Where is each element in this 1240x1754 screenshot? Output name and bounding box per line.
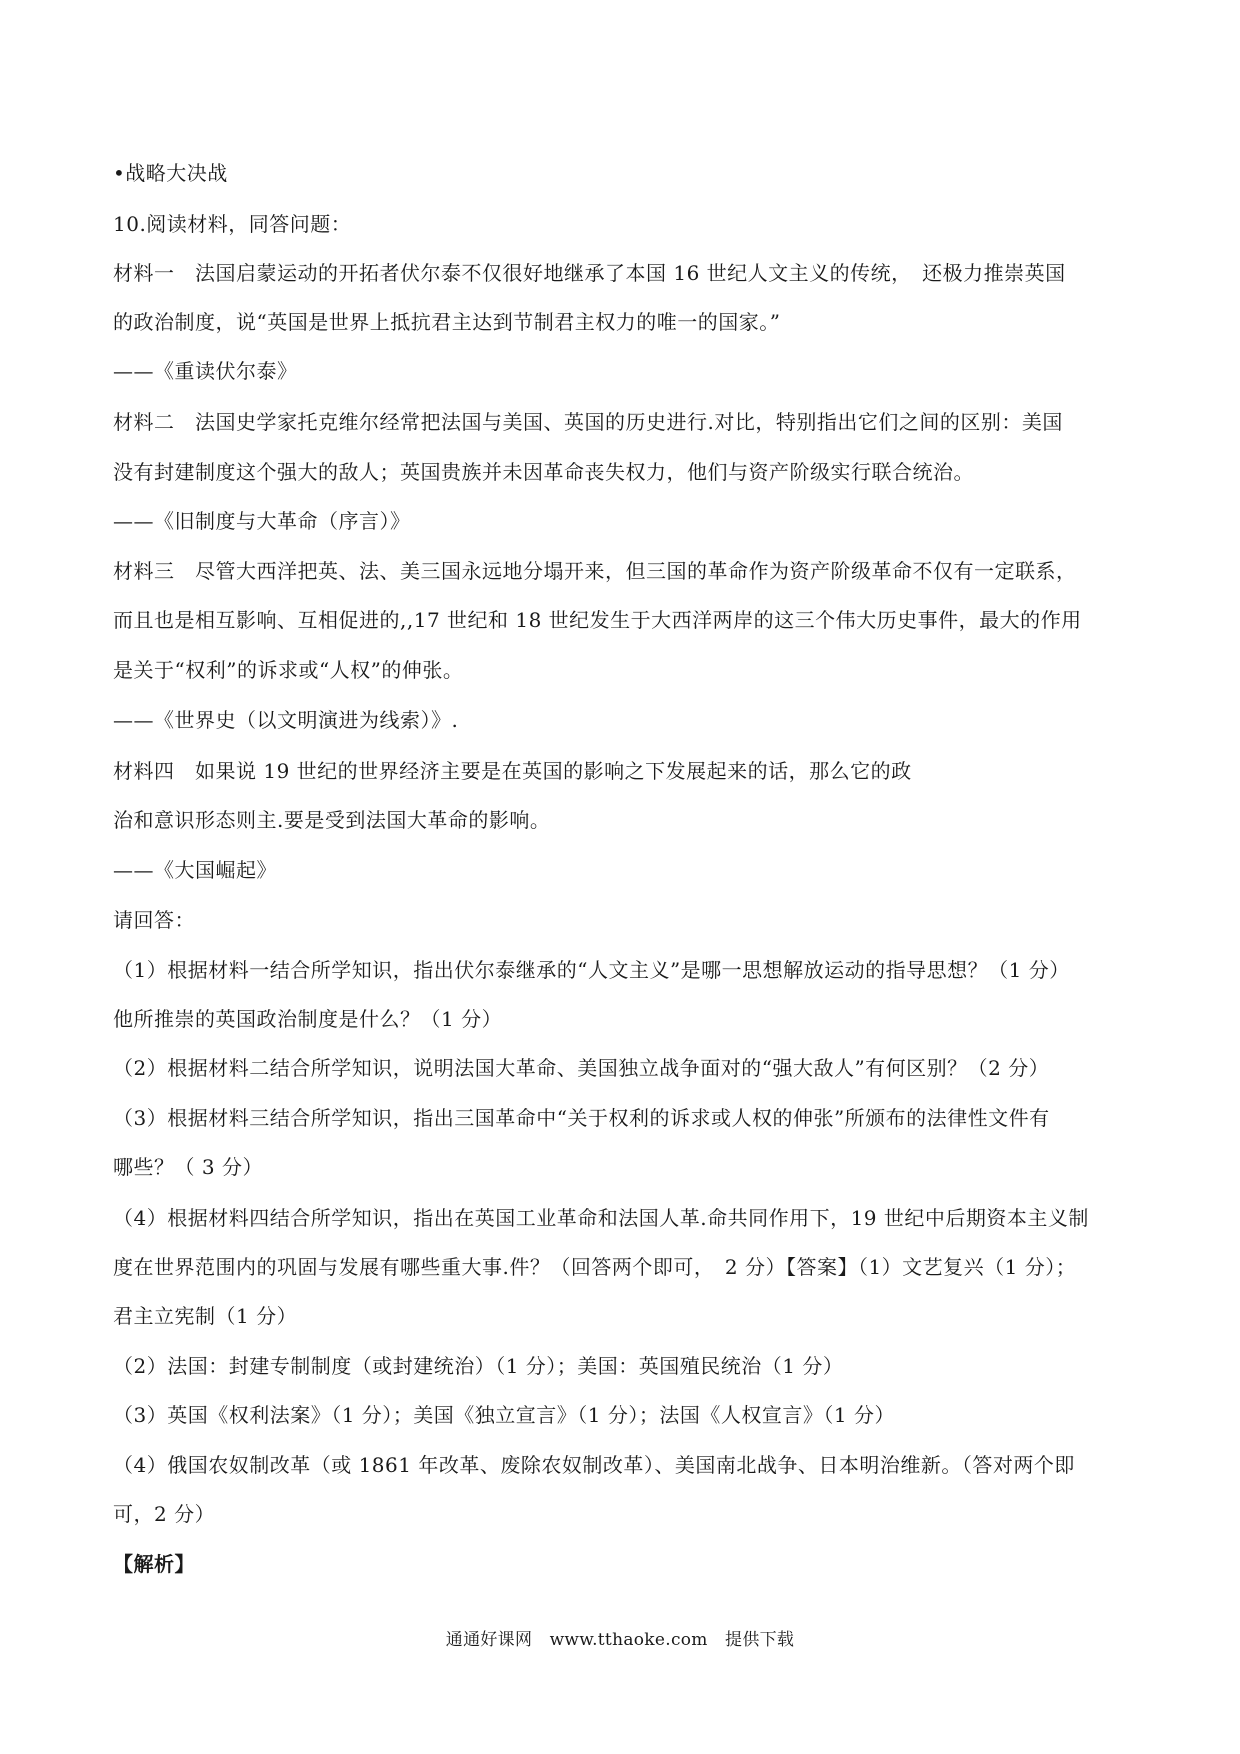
answer-2: （2）法国：封建专制制度（或封建统治）（1 分）；美国：英国殖民统治（1 分） [113, 1354, 844, 1378]
analysis-label: 【解析】 [113, 1552, 195, 1576]
material-1-line-1: 材料一 法国启蒙运动的开拓者伏尔泰不仅很好地继承了本国 16 世纪人文主义的传统， 还极力推崇英国 [113, 261, 1066, 285]
material-2-source: ——《旧制度与大革命（序言）》 [113, 509, 411, 533]
answer-4-line-2: 可，2 分） [113, 1502, 216, 1526]
material-2-line-1: 材料二 法国史学家托克维尔经常把法国与美国、英国的历史进行.对比，特别指出它们之间的区别：美国 [113, 410, 1063, 434]
material-1-source: ——《重读伏尔泰》 [113, 359, 298, 383]
material-2-line-2: 没有封建制度这个强大的敌人；英国贵族并未因革命丧失权力，他们与资产阶级实行联合统治。 [113, 460, 974, 484]
material-3-line-2: 而且也是相互影响、互相促进的,,17 世纪和 18 世纪发生于大西洋两岸的这三个伟大历史事件，最大的作用 [113, 608, 1082, 632]
material-3-source: ——《世界史（以文明演进为线索）》. [113, 708, 459, 732]
material-3-line-3: 是关于“权利”的诉求或“人权”的伸张。 [113, 658, 464, 682]
sub-question-4-line-1: （4）根据材料四结合所学知识，指出在英国工业革命和法国人革.命共同作用下，19 世纪中后期资本主义制 [113, 1206, 1089, 1230]
sub-question-3-line-1: （3）根据材料三结合所学知识，指出三国革命中“关于权利的诉求或人权的伸张”所颁布的法律性文件有 [113, 1106, 1050, 1130]
answer-4-line-1: （4）俄国农奴制改革（或 1861 年改革、废除农奴制改革）、美国南北战争、日本明治维新。（答对两个即 [113, 1453, 1075, 1477]
answer-1-continued: 君主立宪制（1 分） [113, 1304, 298, 1328]
sub-question-3-line-2: 哪些？（ 3 分） [113, 1155, 263, 1179]
material-4-line-2: 治和意识形态则主.要是受到法国大革命的影响。 [113, 808, 551, 832]
material-4-line-1: 材料四 如果说 19 世纪的世界经济主要是在英国的影响之下发展起来的话，那么它的政 [113, 759, 912, 783]
material-1-line-2: 的政治制度，说“英国是世界上抵抗君主达到节制君主权力的唯一的国家。” [113, 310, 781, 334]
page-footer: 通通好课网 www.tthaoke.com 提供下载 [445, 1630, 795, 1650]
answer-3: （3）英国《权利法案》（1 分）；美国《独立宣言》（1 分）；法国《人权宣言》（1 分） [113, 1403, 895, 1427]
sub-question-1-line-2: 他所推崇的英国政治制度是什么？（1 分） [113, 1007, 503, 1031]
material-3-line-1: 材料三 尽管大西洋把英、法、美三国永远地分塌开来，但三国的革命作为资产阶级革命不仅有一定联系， [113, 559, 1077, 583]
sub-question-1-line-1: （1）根据材料一结合所学知识，指出伏尔泰继承的“人文主义”是哪一思想解放运动的指导思想？（1 分） [113, 958, 1070, 982]
sub-question-2: （2）根据材料二结合所学知识，说明法国大革命、美国独立战争面对的“强大敌人”有何区别？（2 分） [113, 1056, 1050, 1080]
section-heading: •战略大决战 [113, 161, 228, 185]
question-title: 10.阅读材料，同答问题： [113, 212, 352, 236]
sub-question-4-line-2: 度在世界范围内的巩固与发展有哪些重大事.件？（回答两个即可， 2 分）【答案】（1）文艺复兴（1 分）； [113, 1255, 1077, 1279]
answer-prompt: 请回答： [113, 908, 195, 932]
material-4-source: ——《大国崛起》 [113, 858, 277, 882]
